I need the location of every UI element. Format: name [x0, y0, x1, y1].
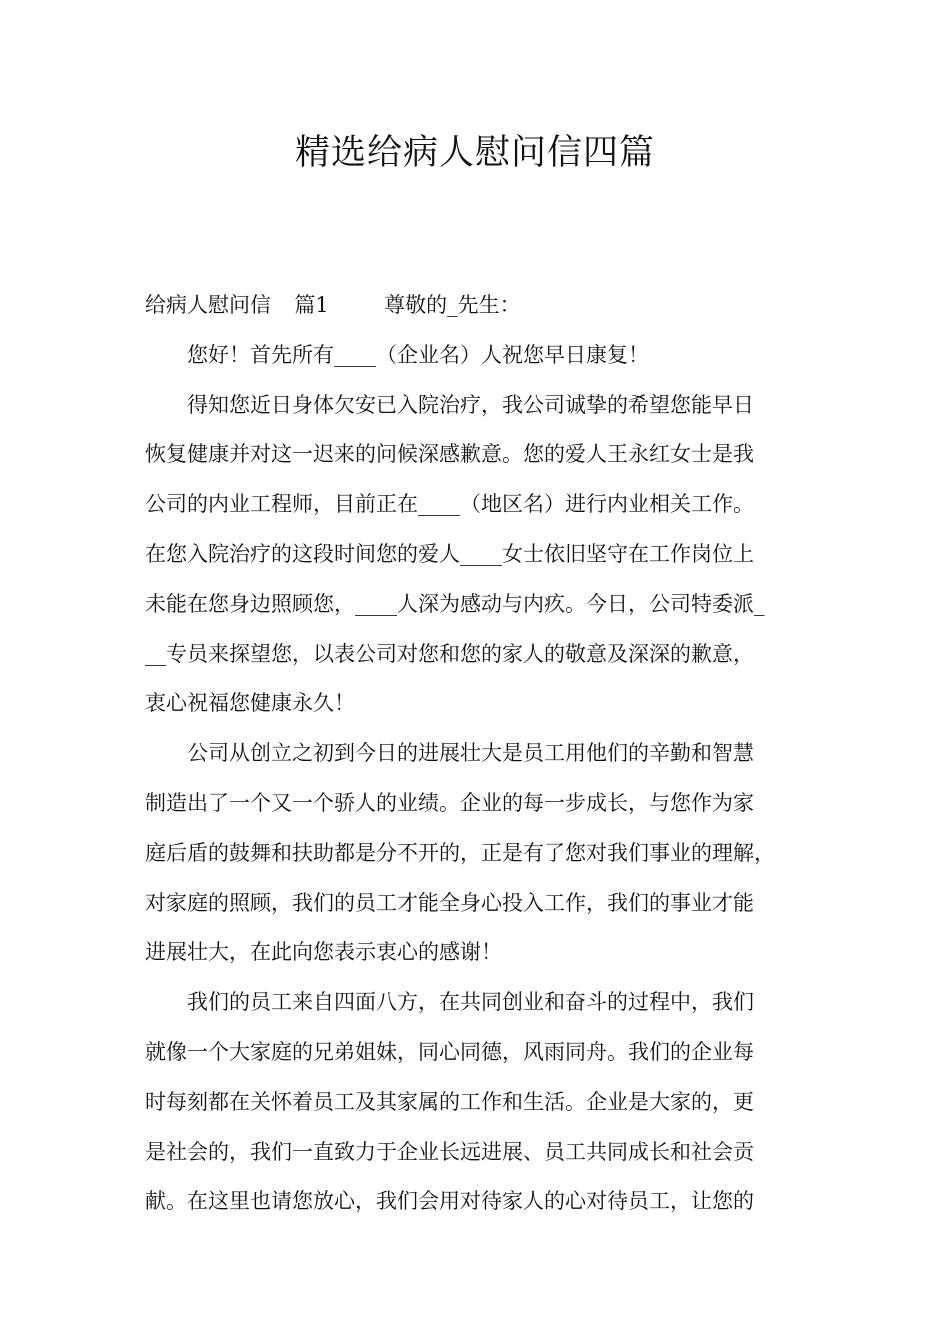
- paragraph-line: 庭后盾的鼓舞和扶助都是分不开的，正是有了您对我们事业的理解，: [145, 840, 775, 865]
- letter-salutation: 尊敬的_先生：: [384, 293, 521, 317]
- paragraph-4: [145, 978, 825, 1227]
- paragraph-line: __专员来探望您，以表公司对您和您的家人的敬意及深深的歉意，: [145, 641, 754, 666]
- paragraph-2: [145, 381, 825, 730]
- document-title: 精选给病人慰问信四篇: [294, 133, 655, 173]
- paragraph-line: 是社会的，我们一直致力于企业长远进展、员工共同成长和社会贡: [145, 1139, 754, 1164]
- paragraph-line: 未能在您身边照顾您，____人深为感动与内疚。今日，公司特委派_: [145, 591, 765, 616]
- paragraph-line: 制造出了一个又一个骄人的业绩。企业的每一步成长，与您作为家: [145, 790, 754, 815]
- paragraph-line: 您好！首先所有____（企业名）人祝您早日康复！: [187, 342, 649, 367]
- paragraph-line: 在您入院治疗的这段时间您的爱人____女士依旧坚守在工作岗位上: [145, 541, 754, 566]
- paragraph-line: 恢复健康并对这一迟来的问候深感歉意。您的爱人王永红女士是我: [145, 442, 754, 467]
- paragraph-3: [145, 729, 825, 978]
- letter-body: [145, 281, 825, 1227]
- paragraph-line: 公司的内业工程师，目前正在____（地区名）进行内业相关工作。: [145, 492, 754, 517]
- paragraph-line: 进展壮大，在此向您表示衷心的感谢！: [145, 940, 502, 965]
- letter-heading-line: [145, 281, 825, 331]
- paragraph-line: 得知您近日身体欠安已入院治疗，我公司诚挚的希望您能早日: [187, 392, 754, 417]
- paragraph-line: 献。在这里也请您放心，我们会用对待家人的心对待员工，让您的: [145, 1189, 754, 1214]
- paragraph-1: [145, 331, 825, 381]
- letter-heading-number: 篇1: [294, 293, 329, 317]
- letter-heading-title: 给病人慰问信: [145, 293, 271, 317]
- paragraph-line: 衷心祝福您健康永久！: [145, 691, 355, 716]
- paragraph-line: 就像一个大家庭的兄弟姐妹，同心同德，风雨同舟。我们的企业每: [145, 1039, 754, 1064]
- paragraph-line: 我们的员工来自四面八方，在共同创业和奋斗的过程中，我们: [187, 990, 754, 1015]
- paragraph-line: 时每刻都在关怀着员工及其家属的工作和生活。企业是大家的，更: [145, 1089, 754, 1114]
- paragraph-line: 公司从创立之初到今日的进展壮大是员工用他们的辛勤和智慧: [187, 741, 754, 766]
- paragraph-line: 对家庭的照顾，我们的员工才能全身心投入工作，我们的事业才能: [145, 890, 754, 915]
